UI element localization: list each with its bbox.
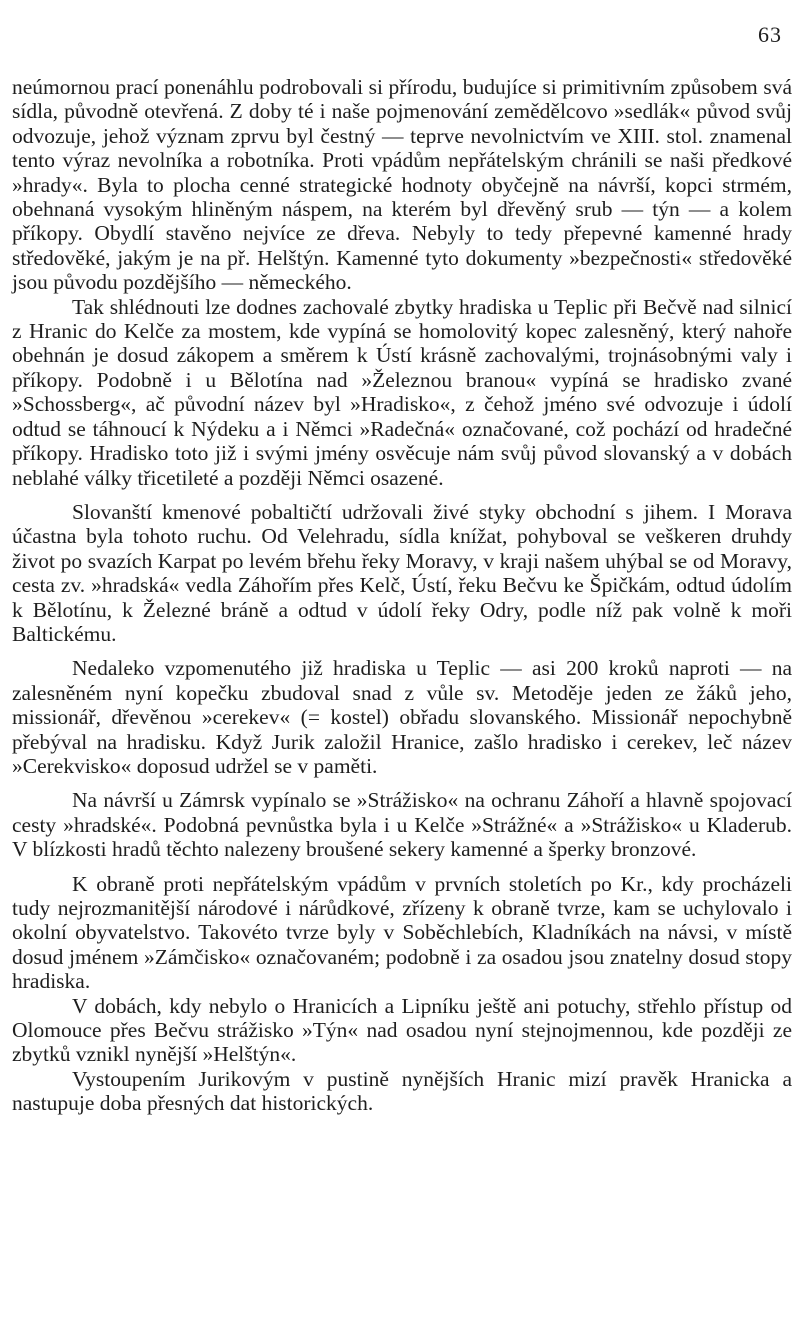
paragraph-4: Nedaleko vzpomenutého již hradiska u Teplic — asi 200 kroků naproti — na zalesněném nyní kopečku zbudoval snad z vůle sv. Metoděje jeden ze žáků jeho, missionář, dřevěnou »cerekev« (= kostel) obřadu slovanského. Missionář nepochybně přebýval na hradisku. Když Jurik založil Hranice, zašlo hradisko i cerekev, leč název »Cerekvisko« doposud udržel se v paměti. [12, 656, 792, 778]
paragraph-5: Na návrší u Zámrsk vypínalo se »Strážisko« na ochranu Záhoří a hlavně spojovací cesty »hradské«. Podobná pevnůstka byla i u Kelče »Strážné« a »Strážisko« u Kladerub. V blízkosti hradů těchto nalezeny broušené sekery kamenné a šperky bronzové. [12, 788, 792, 862]
page-number: 63 [758, 22, 782, 47]
paragraph-3: Slovanští kmenové pobaltičtí udržovali živé styky obchodní s jihem. I Morava účastna byla tohoto ruchu. Od Velehradu, sídla knížat, pohyboval se veškeren druhdy život po svazích Karpat po levém břehu řeky Moravy, v kraji našem uhýbal se od Moravy, cesta zv. »hradská« vedla Záhořím přes Kelč, Ústí, řeku Bečvu ke Špičkám, odtud údolím k Bělotínu, k Železné bráně a odtud v údolí řeky Odry, podle níž pak volně k moři Baltickému. [12, 499, 792, 646]
paragraph-6: K obraně proti nepřátelským vpádům v prvních stoletích po Kr., kdy procházeli tudy nejrozmanitější národové i nárůdkové, zřízeny k obraně tvrze, kam se uchylovalo i okolní obyvatelstvo. Takovéto tvrze byly v Soběchlebích, Kladníkách na návsi, v místě dosud jménem »Zámčisko« označovaném; podobně i za osadou jsou znatelny dosud stopy hradiska. [12, 871, 792, 994]
body-text [12, 75, 792, 1116]
paragraph-8: Vystoupením Jurikovým v pustině nynějších Hranic mizí pravěk Hranicka a nastupuje doba přesných dat historických. [12, 1066, 792, 1116]
paragraph-7: V dobách, kdy nebylo o Hranicích a Lipníku ještě ani potuchy, střehlo přístup od Olomouce přes Bečvu strážisko »Týn« nad osadou nyní stejnojmennou, kde později ze zbytků vznikl nynější »Helštýn«. [12, 993, 792, 1067]
paragraph-1: neúmornou prací ponenáhlu podrobovali si přírodu, budujíce si primitivním způsobem svá sídla, původně otevřená. Z doby té i naše pojmenování zemědělcovo »sedlák« původ svůj odvozuje, jehož význam zprvu byl čestný — teprve nevolnictvím ve XIII. stol. znamenal tento výraz nevolníka a robotníka. Proti vpádům nepřátelským chránili se naši předkové »hrady«. Byla to plocha cenné strategické hodnoty obyčejně na návrší, kopci strmém, obehnaná vysokým hliněným náspem, na kterém byl dřevěný srub — týn — a kolem příkopy. Obydlí stavěno nejvíce ze dřeva. Nebyly to tedy přepevné kamenné hrady středověké, jakým je na př. Helštýn. Kamenné tyto dokumenty »bezpečnosti« středověké jsou původu pozdějšího — německého. [12, 75, 792, 295]
paragraph-2: Tak shlédnouti lze dodnes zachovalé zbytky hradiska u Teplic při Bečvě nad silnicí z Hranic do Kelče za mostem, kde vypíná se homolovitý kopec zalesněný, který nahoře obehnán je dosud zákopem a směrem k Ústí krásně zachovalými, trojnásobnými valy i příkopy. Podobně i u Bělotína nad »Železnou branou« vypíná se hradisko zvané »Schossberg«, ač původní název byl »Hradisko«, z čehož jméno své odvozuje i údolí odtud se táhnoucí k Nýdeku a i Němci »Radečná« označované, což pochází od hradečné příkopy. Hradisko toto již i svými jmény osvěcuje nám svůj původ slovanský a v dobách neblahé války třicetileté a později Němci osazené. [12, 294, 792, 490]
